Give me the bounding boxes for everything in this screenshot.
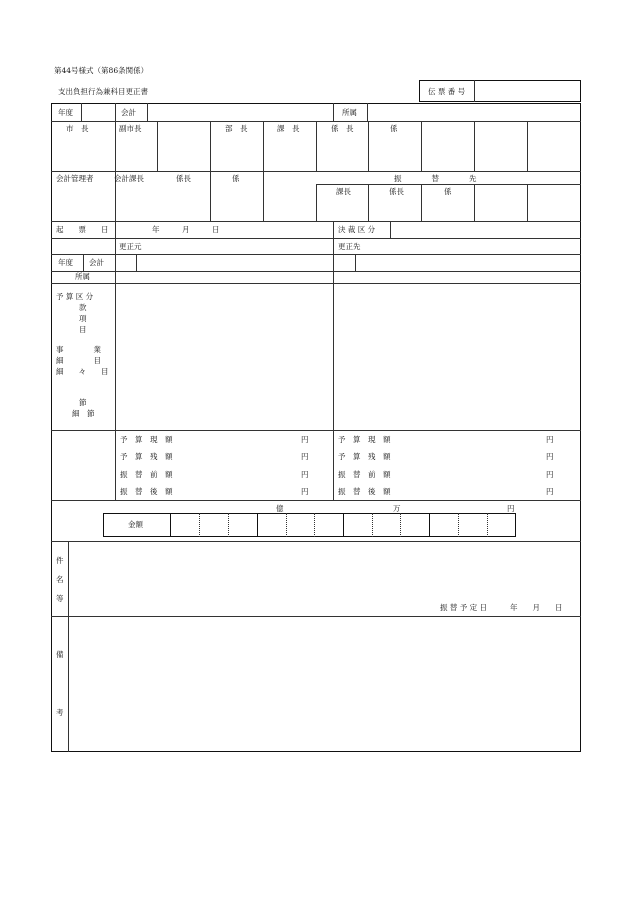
stamp-accounting-staff: 係 bbox=[232, 174, 240, 183]
transfer-dest-label: 振 替 先 bbox=[394, 174, 477, 183]
form-number: 第44号様式（第86条関係） bbox=[54, 66, 149, 75]
yen-unit: 円 bbox=[301, 487, 309, 496]
yen-unit: 円 bbox=[546, 487, 554, 496]
slip-number-label: 伝 票 番 号 bbox=[428, 87, 466, 96]
budget-kan-label: 款 bbox=[79, 303, 87, 312]
budget-detail-label: 細 目 bbox=[56, 356, 101, 365]
year-label: 年度 bbox=[58, 108, 73, 117]
yen-unit: 円 bbox=[301, 435, 309, 444]
draft-date-field[interactable]: 年 月 日 bbox=[152, 225, 220, 234]
oku-unit-label: 億 bbox=[276, 504, 284, 513]
budget-subsetsu-label: 細 節 bbox=[72, 409, 95, 418]
transfer-date-field[interactable]: 年 月 日 bbox=[510, 603, 563, 612]
dest-budget-remaining-label: 予 算 残 額 bbox=[338, 452, 391, 461]
remarks-char-1: 備 bbox=[56, 650, 64, 659]
subject-char-3: 等 bbox=[56, 594, 64, 603]
man-unit-label: 万 bbox=[393, 504, 401, 513]
budget-project-label: 事 業 bbox=[56, 345, 101, 354]
yen-unit: 円 bbox=[301, 452, 309, 461]
correction-dept-label: 所属 bbox=[75, 272, 90, 281]
stamp-unit-chief: 係 長 bbox=[331, 124, 354, 133]
draft-date-label: 起 票 日 bbox=[56, 225, 109, 234]
dest-after-transfer-label: 振 替 後 額 bbox=[338, 487, 391, 496]
subject-char-2: 名 bbox=[56, 575, 64, 584]
stamp-accounting-chief: 会計課長 bbox=[114, 174, 144, 183]
budget-subdetail-label: 細 々 目 bbox=[56, 367, 109, 376]
stamp-dest-section-chief: 課長 bbox=[336, 187, 351, 196]
transfer-date-label: 振 替 予 定 日 bbox=[440, 603, 488, 612]
dest-budget-current-label: 予 算 現 額 bbox=[338, 435, 391, 444]
budget-setsu-label: 節 bbox=[79, 398, 87, 407]
src-budget-remaining-label: 予 算 残 額 bbox=[120, 452, 173, 461]
src-after-transfer-label: 振 替 後 額 bbox=[120, 487, 173, 496]
budget-moku-label: 目 bbox=[79, 325, 87, 334]
stamp-staff: 係 bbox=[390, 124, 398, 133]
remarks-char-2: 考 bbox=[56, 708, 64, 717]
stamp-accounting-manager: 会計管理者 bbox=[56, 174, 94, 183]
budget-kou-label: 項 bbox=[79, 314, 87, 323]
yen-unit: 円 bbox=[546, 435, 554, 444]
total-amount-box[interactable] bbox=[103, 513, 516, 537]
stamp-dest-staff: 係 bbox=[444, 187, 452, 196]
stamp-accounting-unit-chief: 係長 bbox=[176, 174, 191, 183]
budget-category-label: 予 算 区 分 bbox=[56, 292, 94, 301]
correction-source-label: 更正元 bbox=[119, 242, 142, 251]
dept-label: 所属 bbox=[342, 108, 357, 117]
dest-before-transfer-label: 振 替 前 額 bbox=[338, 470, 391, 479]
correction-dest-label: 更正先 bbox=[338, 242, 361, 251]
account-label: 会計 bbox=[121, 108, 136, 117]
stamp-dest-unit-chief: 係長 bbox=[389, 187, 404, 196]
src-before-transfer-label: 振 替 前 額 bbox=[120, 470, 173, 479]
yen-unit: 円 bbox=[546, 470, 554, 479]
stamp-section-chief: 課 長 bbox=[277, 124, 300, 133]
total-amount-label: 金額 bbox=[128, 520, 143, 529]
decision-type-label: 決 裁 区 分 bbox=[338, 225, 376, 234]
stamp-director: 部 長 bbox=[225, 124, 248, 133]
correction-year-label: 年度 bbox=[58, 258, 73, 267]
yen-unit: 円 bbox=[301, 470, 309, 479]
stamp-mayor: 市 長 bbox=[66, 124, 89, 133]
en-unit-label: 円 bbox=[507, 504, 515, 513]
form-title: 支出負担行為兼科目更正書 bbox=[58, 87, 148, 96]
stamp-vice-mayor: 副市長 bbox=[119, 124, 142, 133]
yen-unit: 円 bbox=[546, 452, 554, 461]
src-budget-current-label: 予 算 現 額 bbox=[120, 435, 173, 444]
subject-char-1: 件 bbox=[56, 556, 64, 565]
correction-account-label: 会計 bbox=[89, 258, 104, 267]
